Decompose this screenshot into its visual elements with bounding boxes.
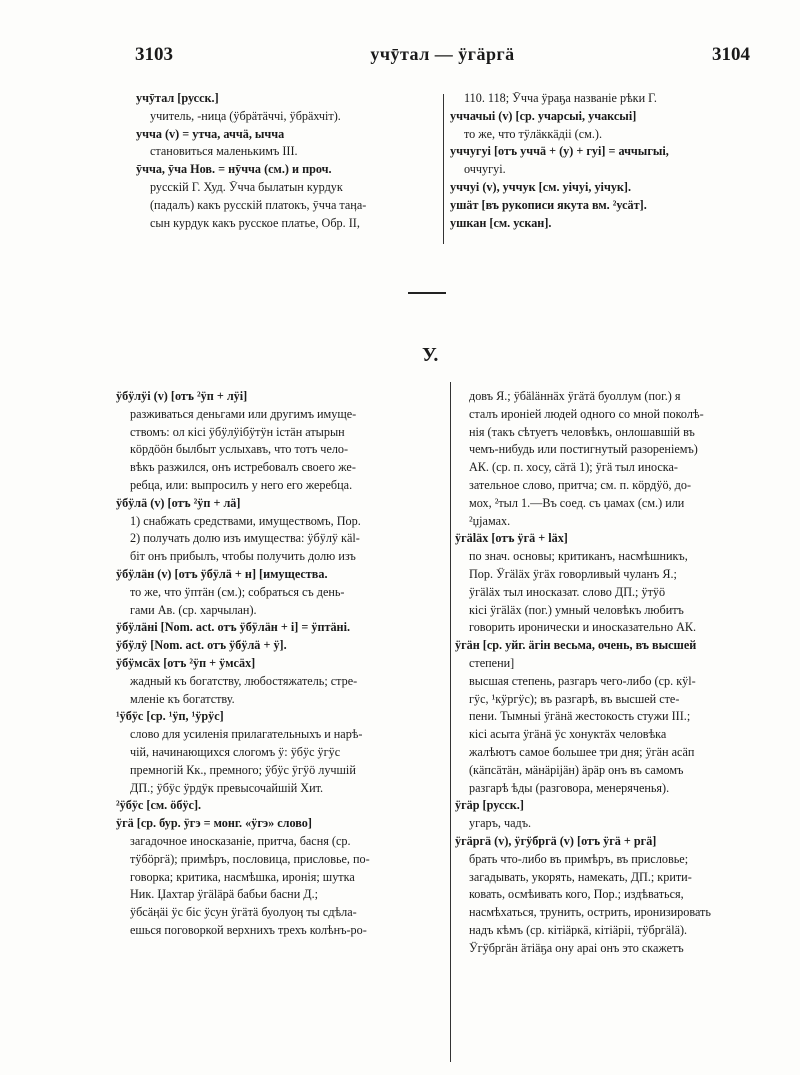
entry-headword-line: ӱгӓlӓх [отъ ӱгӓ + lӓх] [455, 531, 568, 546]
section-rule [408, 292, 446, 294]
column-top-left [136, 90, 436, 232]
entry-definition-line: ствомъ: ол кісі ӱбӱлӱібӱтӱн істӓн атырын [130, 424, 345, 439]
entry-headword-line: ӱбӱлӓн (v) [отъ ӱбӱлӓ + н] [имущества. [116, 566, 328, 581]
entry-definition-line: разживаться деньгами или другимъ имуще- [130, 406, 357, 421]
entry-definition-line: сталъ ироніей людей одного со мной поколѣ- [469, 406, 704, 421]
entry-definition-line: по знач. основы; критиканъ, насмѣшникъ, [469, 549, 688, 564]
column-divider-bottom [450, 382, 451, 1062]
entry-headword-line: уччуі (v), уччук [см. уічуі, уічук]. [450, 179, 632, 194]
entry-headword-line: ушкан [см. ускан]. [450, 215, 552, 230]
entry-definition-line: (падалъ) какъ русскій платокъ, ӯчча таӊа- [150, 197, 367, 212]
entry-definition-line: довъ Я.; ӱбӓlӓннӓх ӱгӓтӓ буоллум (пог.) я [469, 389, 681, 403]
entry-definition-line: біт онъ прибылъ, чтобы получить долю изъ [130, 549, 356, 564]
entry-headword-line: ӱгӓр [русск.] [455, 798, 524, 813]
entry-definition-line: ӱгӓlӓх тыл иносказат. слово ДП.; ӱтӱӧ [469, 584, 666, 599]
entry-definition-line: говорка; критика, насмѣшка, иронія; шутка [130, 869, 355, 884]
entry-definition-line: загадывать, укорять, намекать, ДП.; крити- [469, 869, 692, 884]
entry-definition-line: угаръ, чадъ. [469, 816, 532, 831]
entry-definition-line: премногій Кк., премного; ӱбӱс ӱгӱӧ лучшій [130, 762, 356, 777]
entry-definition-line: оччугуі. [464, 162, 506, 177]
entry-definition-line: ДП.; ӱбӱс ӱрдӱк превысочайшій Хит. [130, 780, 324, 795]
entry-definition-line: зательное слово, притча; см. п. кӧрдӱӧ, до- [469, 477, 691, 492]
section-letter: У. [422, 344, 439, 366]
entry-definition-line: чій, начинающихся слогомъ ӱ: ӱбӱс ӱгӱс [130, 744, 341, 759]
entry-definition-line: 2) получать долю изъ имущества: ӱбӱлӱ кӓl- [130, 531, 360, 546]
entry-headword-line: учӯтал [русск.] [136, 91, 219, 105]
entry-definition-line: жадный къ богатству, любостяжатель; стре- [130, 673, 358, 688]
entry-headword-line: ӱбӱлӱ [Nom. act. отъ ӱбӱлӓ + ӱ]. [116, 638, 287, 653]
entry-definition-line: гами Ав. (ср. харчылан). [130, 602, 257, 617]
entry-headword-line: ӱгӓн [ср. уйг. ӓгін весьма, очень, въ высшей [455, 638, 697, 653]
entry-definition-line: становиться маленькимъ III. [150, 144, 298, 159]
entry-definition-line: сын курдук какъ русское платье, Обр. II, [150, 215, 360, 230]
entry-headword-line: ӯчча, ӯча Нов. = нӯчча (см.) и проч. [136, 162, 332, 177]
entry-definition-line: нія (такъ сѣтуетъ человѣкъ, онлошавшій въ [469, 424, 695, 439]
entry-definition-line: АК. (ср. п. хосу, сӓтӓ 1); ӱгӓ тыл иноска- [469, 460, 678, 475]
entry-definition-line: ешься поговоркой верхнихъ трехъ колѣнъ-ро- [130, 922, 367, 937]
entry-definition-line: разгарѣ ѣды (разговора, менеряченья). [469, 780, 670, 795]
entry-definition-line: вѣкъ разжился, онъ истребовалъ своего же- [130, 460, 356, 475]
entry-headword-line: ӱбӱмсӓх [отъ ²ӱп + ӱмсӓх] [116, 655, 256, 670]
entry-definition-line: 1) снабжать средствами, имуществомъ, Пор. [130, 513, 361, 528]
entry-definition-line: высшая степень, разгаръ чего-либо (ср. кӱl- [469, 673, 696, 688]
entry-definition-line: русскій Г. Худ. Ӯчча былатын курдук [150, 179, 343, 194]
entry-definition-line: надъ кѣмъ (ср. кітіӓркӓ, кітіӓріі, тӱбргӓlӓ). [469, 922, 688, 937]
entry-headword-line: ӱбӱлӓ (v) [отъ ²ӱп + лӓ] [116, 495, 241, 510]
entry-headword-line: учча (v) = утча, аччӓ, ычча [136, 126, 285, 141]
column-bottom-left [116, 388, 446, 940]
entry-definition-line: гӱс, ¹кӱргӱс); въ разгарѣ, въ высшей сте- [469, 691, 680, 706]
entry-definition-line: говорить иронически и иносказательно АК. [469, 620, 697, 635]
entry-headword-line: ӱгӓ [ср. бур. ӱгэ = монг. «ӱгэ» слово] [116, 816, 312, 831]
entry-definition-line: Ӱгӱбргӓн ӓтіӓҕа ону араі онъ это скажетъ [469, 940, 684, 955]
entry-definition-line: загадочное иносказаніе, притча, басня (ср. [130, 833, 351, 848]
entry-definition-line: кӧрдӧӧн былбыт услыхавъ, что тотъ чело- [130, 442, 349, 457]
entry-definition-line: то же, что тӱлӓккӓдіі (см.). [464, 126, 603, 141]
entry-definition-line: пени. Тымныі ӱгӓнӓ жестокость стужи III.; [469, 709, 691, 724]
entry-definition-line: 110. 118; Ӯчча ӱраҕа названіе рѣки Г. [464, 91, 657, 105]
entry-headword-line: уччачыі (v) [ср. учарсыі, учаксыі] [450, 108, 637, 123]
entry-definition-line: учитель, -ница (ӱбрӓтӓччі, ӱбрӓхчіт). [150, 108, 341, 123]
entry-definition-line: тӱбӧргӓ); примѣръ, пословица, присловье, по- [130, 851, 370, 866]
page-title: учӯтал — ӱгӓргӓ [370, 44, 515, 64]
entry-definition-line: ӱбсӓӊӓі ӱс біс ӱсун ӱгӓтӓ буолуоӊ ты сдѣла- [130, 905, 357, 920]
entry-headword-line: ӱгӓргӓ (v), ӱгӱбргӓ (v) [отъ ӱгӓ + ргӓ] [455, 833, 657, 848]
entry-definition-line: брать что-либо въ примѣръ, въ присловье; [469, 851, 689, 866]
entry-definition-line: жалѣютъ самое большее три дня; ӱгӓн асӓп [469, 744, 695, 759]
entry-definition-line: ²џjамах. [469, 513, 511, 528]
page-number-right: 3104 [711, 44, 750, 65]
entry-definition-line: чемъ-нибудь или постигнутый разореніемъ) [469, 442, 698, 457]
entry-headword-line: ушӓт [въ рукописи якута вм. ²усӓт]. [450, 197, 647, 212]
entry-definition-line: кісі асыта ӱгӓнӓ ӱс хонуктӓх человѣка [469, 727, 667, 742]
entry-headword-line: ӱбӱлӓні [Nom. act. отъ ӱбӱлӓн + і] = ӱптӓні. [116, 620, 351, 635]
entry-definition-line: мох, ²тыл 1.—Въ соед. съ џамах (см.) или [469, 495, 685, 510]
entry-definition-line: Ник. Џахтар ӱгӓlӓрӓ бабьи басни Д.; [130, 887, 319, 902]
entry-definition-line: кісі ӱгӓlӓх (пог.) умный человѣкъ любитъ [469, 602, 684, 617]
entry-headword-line: уччугуі [отъ уччӓ + (у) + гуі] = аччыгыі, [450, 144, 669, 159]
entry-definition-line: слово для усиленія прилагательныхъ и нарѣ- [130, 727, 363, 742]
entry-headword-line: ²ӱбӱс [см. ӧбӱс]. [116, 798, 202, 813]
entry-definition-line: мленіе къ богатству. [130, 691, 235, 706]
entry-definition-line: степени] [469, 655, 515, 670]
entry-definition-line: (кӓпсӓтӓн, мӓнӓріjӓн) ӓрӓр онъ въ самомъ [469, 762, 684, 777]
column-divider-top [443, 94, 444, 244]
column-bottom-right [455, 388, 753, 958]
entry-definition-line: Пор. Ӱгӓlӓх ӱгӓх говорливый чуланъ Я.; [469, 566, 677, 581]
entry-headword-line: ¹ӱбӱс [ср. ¹ӱп, ¹ӱрӱс] [116, 709, 224, 724]
entry-headword-line: ӱбӱлӱі (v) [отъ ²ӱп + лӱі] [116, 389, 248, 403]
entry-definition-line: ребца, или: выпросилъ у него его жеребца. [130, 477, 353, 492]
entry-definition-line: ковать, осмѣивать кого, Пор.; издѣваться, [469, 887, 684, 902]
entry-definition-line: то же, что ӱптӓн (см.); собраться съ день- [130, 584, 345, 599]
column-top-right [450, 90, 750, 232]
entry-definition-line: насмѣхаться, трунить, острить, иронизировать [469, 905, 711, 920]
page-header [135, 44, 750, 74]
page-number-left: 3103 [135, 44, 173, 65]
